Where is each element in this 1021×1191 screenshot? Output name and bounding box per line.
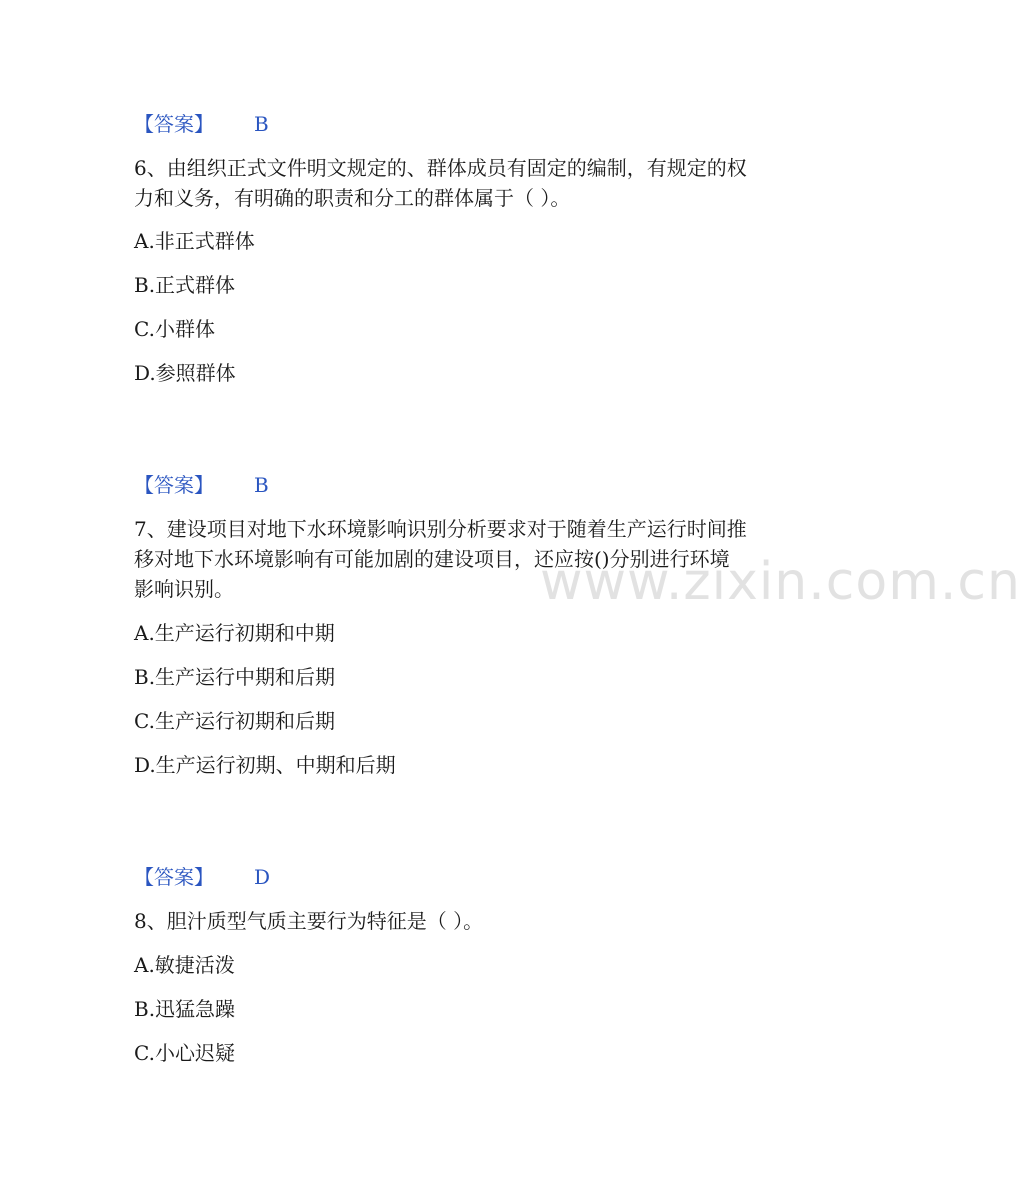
answer-value: B (254, 473, 269, 497)
option-c: C.小心迟疑 (134, 1041, 235, 1065)
answer-value: D (254, 865, 271, 889)
option-b: B.生产运行中期和后期 (134, 665, 336, 689)
question-stem: 7、建设项目对地下水环境影响识别分析要求对于随着生产运行时间推 (134, 517, 747, 541)
option-b: B.正式群体 (134, 273, 236, 297)
option-b: B.迅猛急躁 (134, 997, 236, 1021)
option-a: A.非正式群体 (134, 229, 255, 253)
option-d: D.生产运行初期、中期和后期 (134, 753, 396, 777)
answer-label: 【答案】 (134, 473, 214, 497)
option-c: C.生产运行初期和后期 (134, 709, 335, 733)
question-stem: 影响识别。 (134, 577, 234, 601)
question-stem: 8、胆汁质型气质主要行为特征是（ ）。 (134, 909, 484, 933)
question-stem: 力和义务，有明确的职责和分工的群体属于（ ）。 (134, 186, 571, 210)
answer-line (134, 112, 269, 136)
option-d: D.参照群体 (134, 361, 236, 385)
question-stem: 移对地下水环境影响有可能加剧的建设项目，还应按()分别进行环境 (134, 547, 730, 571)
option-c: C.小群体 (134, 317, 215, 341)
question-stem: 6、由组织正式文件明文规定的、群体成员有固定的编制，有规定的权 (134, 156, 747, 180)
answer-label: 【答案】 (134, 865, 214, 889)
option-a: A.敏捷活泼 (134, 953, 235, 977)
answer-line (134, 473, 269, 497)
answer-value: B (254, 112, 269, 136)
answer-line (134, 865, 270, 889)
watermark: www.zixin.com.cn (540, 552, 1021, 612)
option-a: A.生产运行初期和中期 (134, 621, 335, 645)
answer-label: 【答案】 (134, 112, 214, 136)
